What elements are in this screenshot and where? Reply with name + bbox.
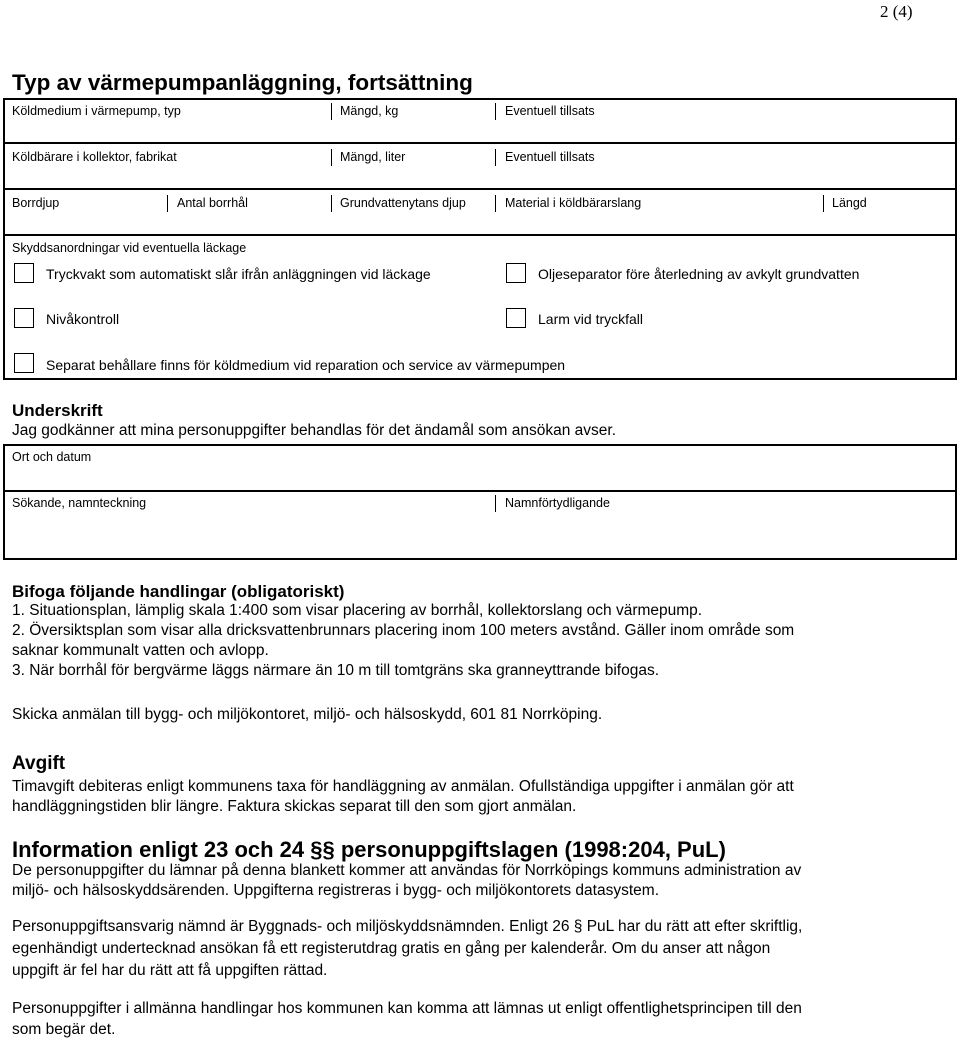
pressure-alarm-label: Larm vid tryckfall — [538, 311, 644, 327]
oil-separator-checkbox[interactable] — [506, 263, 526, 283]
oil-separator-label: Oljeseparator före återledning av avkylt grundvatten — [538, 266, 860, 282]
safety-heading: Skyddsanordningar vid eventuella läckage — [12, 241, 247, 255]
info-p3-line-1: Personuppgifter i allmänna handlingar hos kommunen kan komma att lämnas ut enligt offentlighetsprincipen till den — [12, 1000, 802, 1017]
refrigerant-type-field[interactable]: Köldmedium i värmepump, typ — [12, 104, 181, 118]
send-to-address: Skicka anmälan till bygg- och miljökontoret, miljö- och hälsoskydd, 601 81 Norrköping. — [12, 706, 603, 723]
heat-pump-form — [3, 98, 957, 380]
pressure-switch-label: Tryckvakt som automatiskt slår ifrån anläggningen vid läckage — [46, 266, 431, 282]
fee-heading: Avgift — [12, 753, 66, 774]
attachment-item-3: 3. När borrhål för bergvärme läggs närmare än 10 m till tomtgräns ska granneyttrande bifogas. — [12, 662, 660, 679]
place-date-field[interactable]: Ort och datum — [12, 450, 92, 464]
refrigerant-amount-field[interactable]: Mängd, kg — [340, 104, 399, 118]
info-p3-line-2: som begär det. — [12, 1021, 116, 1038]
pressure-switch-checkbox[interactable] — [14, 263, 34, 283]
brine-additive-field[interactable]: Eventuell tillsats — [505, 150, 595, 164]
attachments-heading: Bifoga följande handlingar (obligatoriskt) — [12, 582, 345, 601]
consent-text: Jag godkänner att mina personuppgifter behandlas för det ändamål som ansökan avser. — [12, 422, 617, 439]
applicant-signature-field[interactable]: Sökande, namnteckning — [12, 496, 147, 510]
info-p1-line-2: miljö- och hälsoskyddsärenden. Uppgifterna registreras i bygg- och miljökontorets datasystem. — [12, 882, 659, 899]
info-heading: Information enligt 23 och 24 §§ personuppgiftslagen (1998:204, PuL) — [12, 837, 726, 862]
signature-heading: Underskrift — [12, 401, 103, 420]
fee-line-1: Timavgift debiteras enligt kommunens taxa för handläggning av anmälan. Ofullständiga uppgifter i anmälan gör att — [12, 778, 794, 795]
info-p2-line-2: egenhändigt undertecknad ansökan få ett registerutdrag gratis en gång per kalenderår. Om du anser att någon — [12, 940, 771, 957]
info-p1-line-1: De personuppgifter du lämnar på denna blankett kommer att användas för Norrköpings kommuns administration av — [12, 862, 802, 879]
attachment-item-2: 2. Översiktsplan som visar alla dricksvattenbrunnars placering inom 100 meters avstånd. Gäller inom område som — [12, 622, 795, 639]
attachment-item-2-cont: saknar kommunalt vatten och avlopp. — [12, 642, 269, 659]
separate-container-label: Separat behållare finns för köldmedium vid reparation och service av värmepumpen — [46, 357, 566, 373]
info-p2-line-3: uppgift är fel har du rätt att få uppgiften rättad. — [12, 962, 328, 979]
page-number: 2 (4) — [880, 2, 913, 21]
section-title: Typ av värmepumpanläggning, fortsättning — [12, 70, 473, 95]
borehole-count-field[interactable]: Antal borrhål — [177, 196, 248, 210]
groundwater-depth-field[interactable]: Grundvattenytans djup — [340, 196, 466, 210]
pressure-alarm-checkbox[interactable] — [506, 308, 526, 328]
info-p2-line-1: Personuppgiftsansvarig nämnd är Byggnads- och miljöskyddsnämnden. Enligt 26 § PuL har du rätt att efter skriftlig, — [12, 918, 803, 935]
length-field[interactable]: Längd — [832, 196, 867, 210]
level-control-checkbox[interactable] — [14, 308, 34, 328]
attachment-item-1: 1. Situationsplan, lämplig skala 1:400 som visar placering av borrhål, kollektorslang och värmepump. — [12, 602, 703, 619]
refrigerant-additive-field[interactable]: Eventuell tillsats — [505, 104, 595, 118]
separate-container-checkbox[interactable] — [14, 353, 34, 373]
drill-depth-field[interactable]: Borrdjup — [12, 196, 60, 210]
fee-line-2: handläggningstiden blir längre. Faktura skickas separat till den som gjort anmälan. — [12, 798, 577, 815]
name-clarification-field[interactable]: Namnförtydligande — [505, 496, 610, 510]
hose-material-field[interactable]: Material i köldbärarslang — [505, 196, 642, 210]
brine-amount-field[interactable]: Mängd, liter — [340, 150, 406, 164]
level-control-label: Nivåkontroll — [46, 311, 120, 327]
brine-brand-field[interactable]: Köldbärare i kollektor, fabrikat — [12, 150, 177, 164]
